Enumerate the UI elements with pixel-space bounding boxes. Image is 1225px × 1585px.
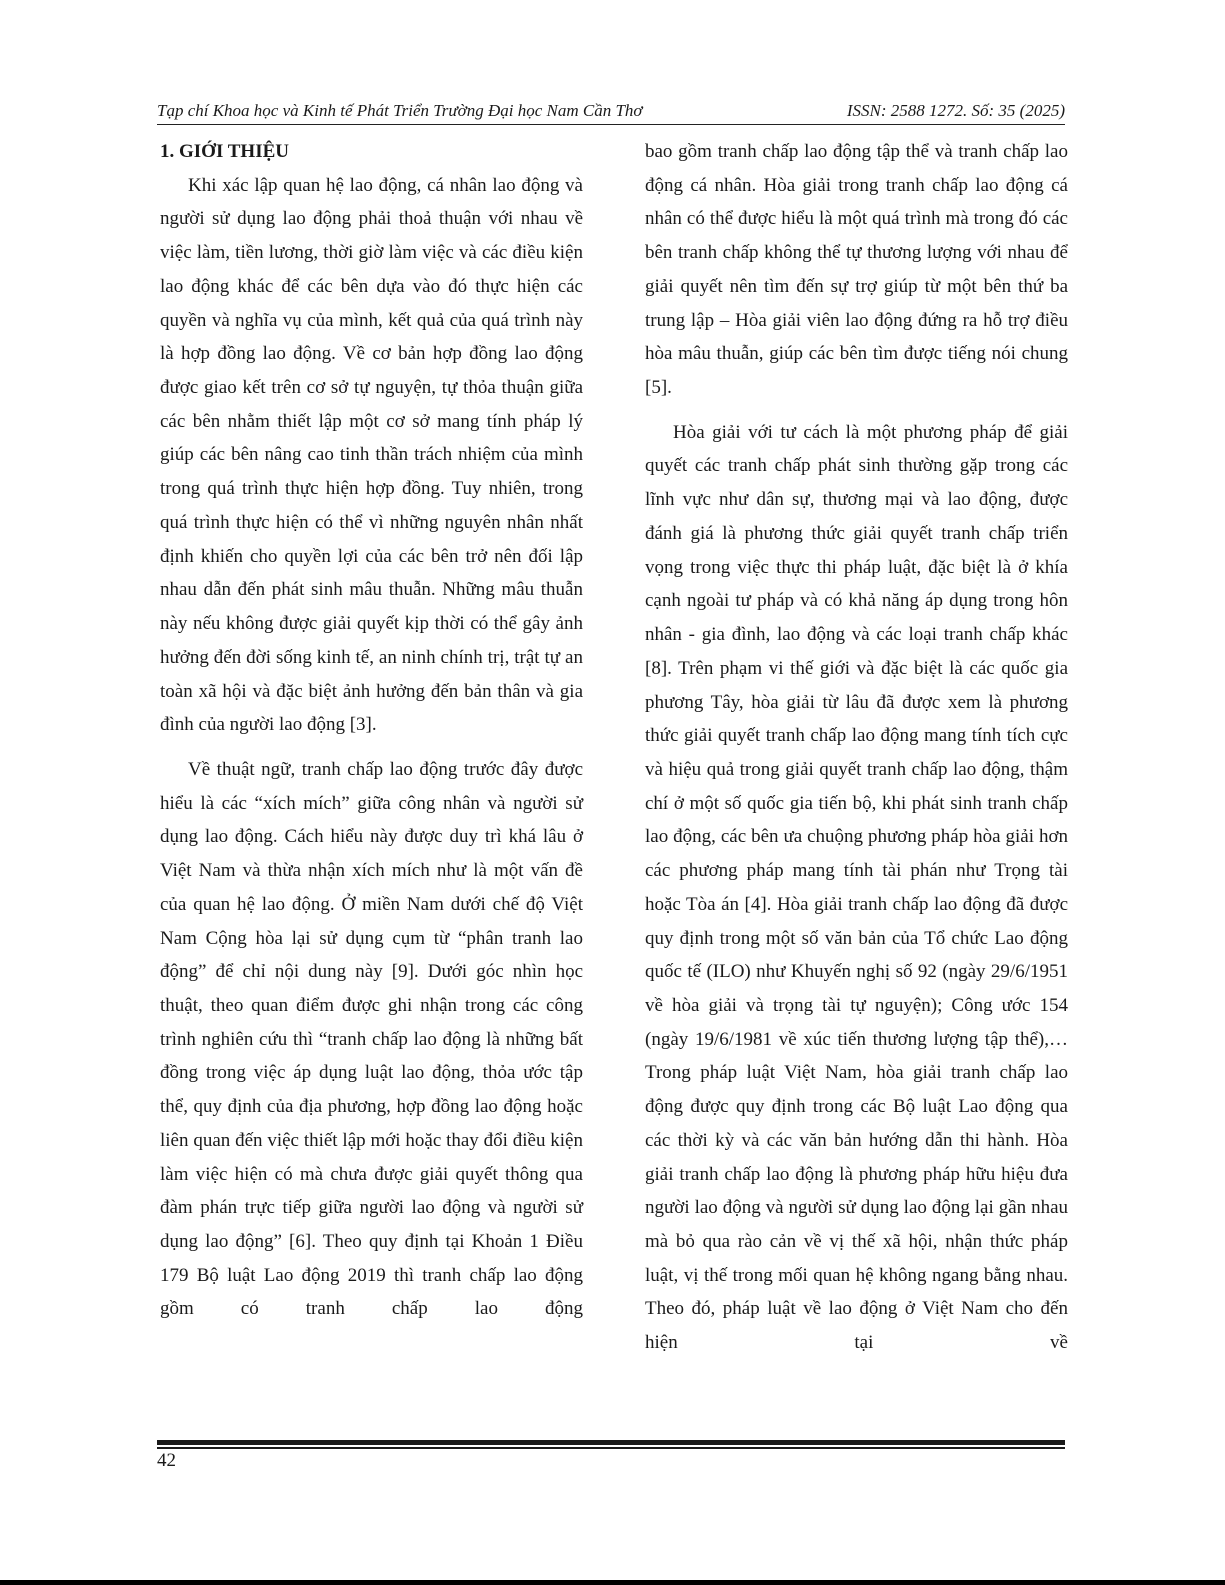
journal-title: Tạp chí Khoa học và Kinh tế Phát Triển Trường Đại học Nam Cần Thơ: [157, 101, 643, 120]
section-heading: 1. GIỚI THIỆU: [160, 141, 289, 162]
footer-rule-thin: [157, 1447, 1065, 1449]
paragraph: bao gồm tranh chấp lao động tập thể và tranh chấp lao động cá nhân. Hòa giải trong tranh chấp lao động cá nhân có thể được hiểu là một quá trình mà trong đó các bên tranh chấp không thể tự thương lượng với nhau để giải quyết nên tìm đến sự trợ giúp từ một bên thứ ba trung lập – Hòa giải viên lao động đứng ra hỗ trợ điều hòa mâu thuẫn, giúp các bên tìm được tiếng nói chung [5].: [645, 141, 1068, 399]
right-column: [645, 135, 1068, 1360]
scan-edge: [0, 1580, 1225, 1585]
footer-rule: [157, 1440, 1065, 1445]
paragraph: Hòa giải với tư cách là một phương pháp để giải quyết các tranh chấp phát sinh thường gặp trong các lĩnh vực như dân sự, thương mại và lao động, được đánh giá là phương thức giải quyết tranh chấp triển vọng trong việc thực thi pháp luật, đặc biệt là ở khía cạnh ngoài tư pháp và có khả năng áp dụng trong hôn nhân - gia đình, lao động và các loại tranh chấp khác [8]. Trên phạm vi thế giới và đặc biệt là các quốc gia phương Tây, hòa giải từ lâu đã được xem là phương thức giải quyết tranh chấp lao động mang tính tích cực và hiệu quả trong giải quyết tranh chấp lao động, thậm chí ở một số quốc gia tiến bộ, khi phát sinh tranh chấp lao động, các bên ưa chuộng phương pháp hòa giải hơn các phương pháp mang tính tài phán như Trọng tài hoặc Tòa án [4]. Hòa giải tranh chấp lao động đã được quy định trong một số văn bản của Tổ chức Lao động quốc tế (ILO) như Khuyến nghị số 92 (ngày 29/6/1951 về hòa giải và trọng tài tự nguyện); Công ước 154 (ngày 19/6/1981 về xúc tiến thương lượng tập thể),… Trong pháp luật Việt Nam, hòa giải tranh chấp lao động được quy định trong các Bộ luật Lao động qua các thời kỳ và các văn bản hướng dẫn thi hành. Hòa giải tranh chấp lao động là phương pháp hữu hiệu đưa người lao động và người sử dụng lao động lại gần nhau mà bỏ qua rào cản về vị thế xã hội, nhận thức pháp luật, vị thế trong mối quan hệ không ngang bằng nhau. Theo đó, pháp luật về lao động ở Việt Nam cho đến hiện tại về: [645, 421, 1068, 1354]
header-rule: [157, 124, 1065, 125]
left-column: [160, 135, 583, 1326]
paragraph: Về thuật ngữ, tranh chấp lao động trước đây được hiểu là các “xích mích” giữa công nhân và người sử dụng lao động. Cách hiểu này được duy trì khá lâu ở Việt Nam và thừa nhận xích mích như là một vấn đề của quan hệ lao động. Ở miền Nam dưới chế độ Việt Nam Cộng hòa lại sử dụng cụm từ “phân tranh lao động” để chỉ nội dung này [9]. Dưới góc nhìn học thuật, theo quan điểm được ghi nhận trong các công trình nghiên cứu thì “tranh chấp lao động là những bất đồng trong việc áp dụng luật lao động, thỏa ước tập thể, quy định của địa phương, hợp đồng lao động hoặc liên quan đến việc thiết lập mới hoặc thay đổi điều kiện làm việc hiện có mà chưa được giải quyết thông qua đàm phán trực tiếp giữa người lao động và người sử dụng lao động” [6]. Theo quy định tại Khoản 1 Điều 179 Bộ luật Lao động 2019 thì tranh chấp lao động gồm có tranh chấp lao động: [160, 758, 583, 1320]
paragraph: Khi xác lập quan hệ lao động, cá nhân lao động và người sử dụng lao động phải thoả thuận với nhau về việc làm, tiền lương, thời giờ làm việc và các điều kiện lao động khác để các bên dựa vào đó thực hiện các quyền và nghĩa vụ của mình, kết quả của quá trình này là hợp đồng lao động. Về cơ bản hợp đồng lao động được giao kết trên cơ sở tự nguyện, tự thỏa thuận giữa các bên nhằm thiết lập một cơ sở mang tính pháp lý giúp các bên nâng cao tinh thần trách nhiệm của mình trong quá trình thực hiện hợp đồng. Tuy nhiên, trong quá trình thực hiện có thể vì những nguyên nhân nhất định khiến cho quyền lợi của các bên trở nên đối lập nhau dẫn đến phát sinh mâu thuẫn. Những mâu thuẫn này nếu không được giải quyết kịp thời có thể gây ảnh hưởng đến đời sống kinh tế, an ninh chính trị, trật tự an toàn xã hội và đặc biệt ảnh hưởng đến bản thân và gia đình của người lao động [3].: [160, 174, 583, 736]
running-header: [157, 100, 1065, 122]
issn-issue: ISSN: 2588 1272. Số: 35 (2025): [846, 101, 1065, 120]
page-number: 42: [157, 1450, 176, 1471]
